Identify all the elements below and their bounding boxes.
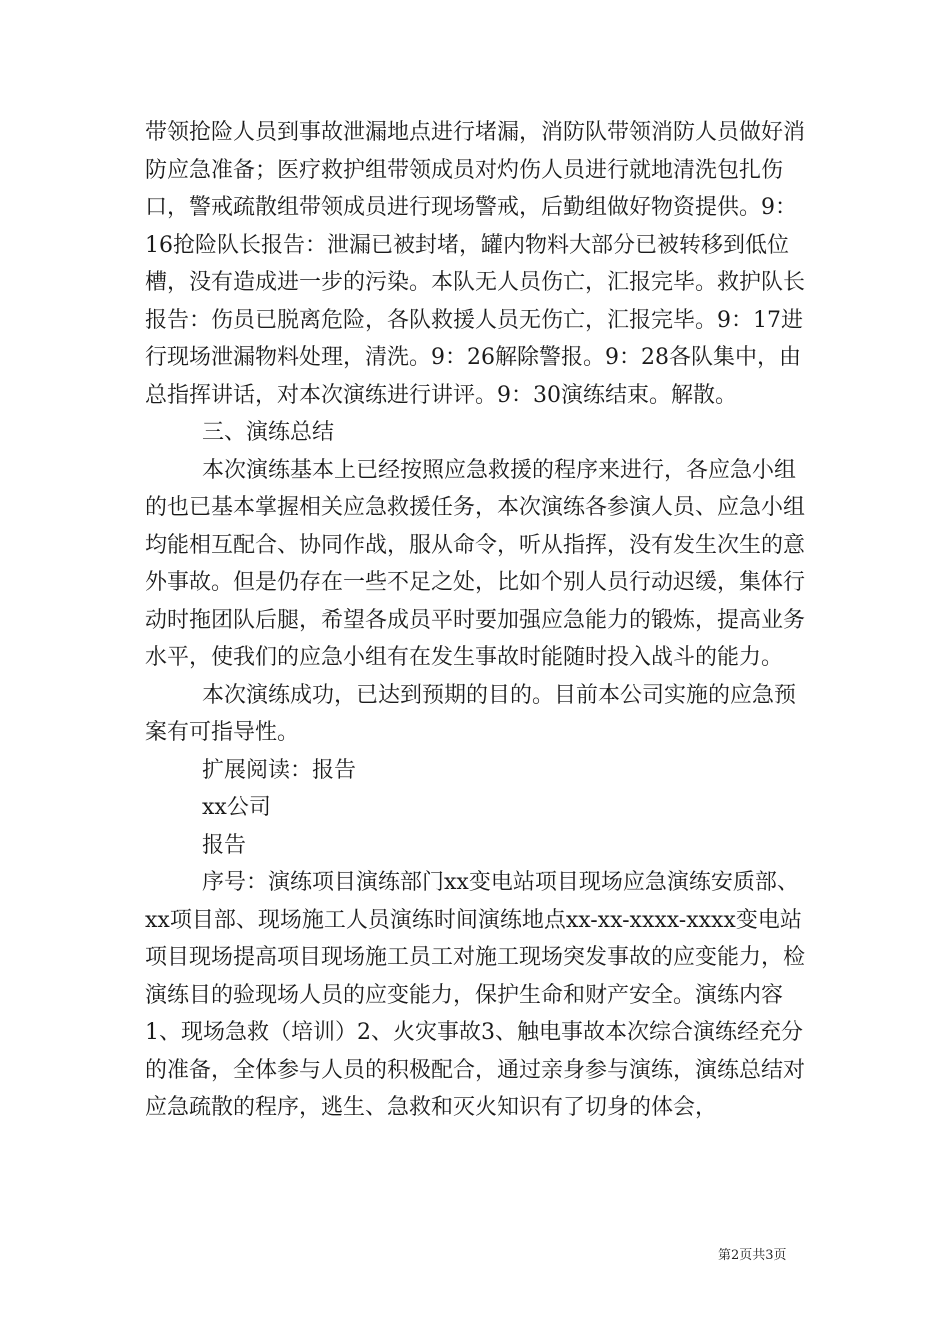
page-number-footer: 第2页共3页	[718, 1248, 787, 1263]
paragraph-summary-conclusion: 本次演练成功，已达到预期的目的。目前本公司实施的应急预案有可指导性。	[145, 682, 797, 745]
report-title: 报告	[202, 832, 247, 858]
section-heading-drill-summary: 三、演练总结	[202, 420, 335, 445]
paragraph-summary-evaluation: 本次演练基本上已经按照应急救援的程序来进行，各应急小组的也已基本掌握相关应急救援任务，本次演练各参演人员、应急小组均能相互配合、协同作战，服从命令，听从指挥，没有发生次生的意外事故。但是仍存在一些不足之处，比如个别人员行动迟缓，集体行动时拖团队后腿，希望各成员平时要加强应急能力的锻炼，提高业务水平，使我们的应急小组有在发生事故时能随时投入战斗的能力。	[145, 457, 806, 670]
document-body	[145, 114, 815, 1127]
company-name: xx公司	[202, 795, 271, 820]
extended-reading-label: 扩展阅读：报告	[202, 757, 357, 783]
paragraph-report-table-text: 序号：演练项目演练部门xx变电站项目现场应急演练安质部、xx项目部、现场施工人员演练时间演练地点xx-xx-xxxx-xxxx变电站项目现场提高项目现场施工员工对施工现场突发事故的应变能力，检演练目的验现场人员的应变能力，保护生命和财产安全。演练内容1、现场急救（培训）2、火灾事故3、触电事故本次综合演练经充分的准备，全体参与人员的积极配合，通过亲身参与演练，演练总结对应急疏散的程序，逃生、急救和灭火知识有了切身的体会，	[145, 870, 806, 1120]
paragraph-drill-process: 带领抢险人员到事故泄漏地点进行堵漏，消防队带领消防人员做好消防应急准备；医疗救护组带领成员对灼伤人员进行就地清洗包扎伤口，警戒疏散组带领成员进行现场警戒，后勤组做好物资提供。9：16抢险队长报告：泄漏已被封堵，罐内物料大部分已被转移到低位槽，没有造成进一步的污染。本队无人员伤亡，汇报完毕。救护队长报告：伤员已脱离危险，各队救援人员无伤亡，汇报完毕。9：17进行现场泄漏物料处理，清洗。9：26解除警报。9：28各队集中，由总指挥讲话，对本次演练进行讲评。9：30演练结束。解散。	[145, 120, 806, 408]
